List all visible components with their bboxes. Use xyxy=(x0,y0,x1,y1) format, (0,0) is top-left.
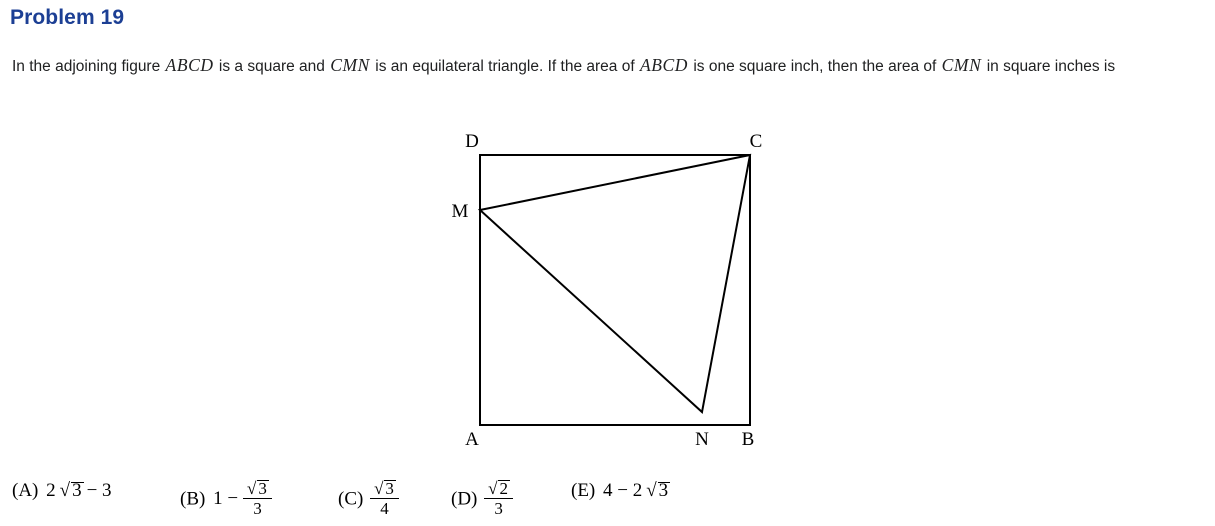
radical-sign-d: √ xyxy=(488,479,498,498)
triangle-cmn xyxy=(480,155,750,412)
statement-text-1: In the adjoining figure xyxy=(12,58,165,75)
label-N: N xyxy=(695,429,709,450)
answer-b-numerator xyxy=(243,479,272,499)
answer-d-denominator: 3 xyxy=(494,499,503,518)
answer-choice-c[interactable] xyxy=(338,480,401,520)
square-abcd xyxy=(480,155,750,425)
answer-a-radicand: 3 xyxy=(72,480,82,501)
sqrt-icon xyxy=(373,479,396,498)
answer-choice-a[interactable] xyxy=(12,480,115,502)
fraction-d xyxy=(484,479,513,519)
statement-math-abcd-2: ABCD xyxy=(639,55,689,75)
answer-choices xyxy=(8,466,1208,522)
answer-letter-d: (D) xyxy=(451,488,478,510)
statement-math-abcd-1: ABCD xyxy=(165,55,214,75)
sqrt-icon xyxy=(246,479,269,498)
answer-letter-b: (B) xyxy=(180,488,206,510)
geometry-figure xyxy=(430,120,790,450)
statement-math-cmn-2: CMN xyxy=(941,55,982,75)
answer-b-lead: 1 − xyxy=(213,488,239,510)
label-D: D xyxy=(465,131,479,152)
radical-sign-c: √ xyxy=(374,479,384,498)
answer-c-radicand: 3 xyxy=(385,479,394,498)
radical-sign-b: √ xyxy=(247,479,257,498)
answer-b-denominator: 3 xyxy=(253,499,262,518)
answer-d-radicand: 2 xyxy=(499,479,508,498)
problem-statement xyxy=(12,52,1172,80)
answer-a-tail: − 3 xyxy=(86,480,112,501)
statement-text-4: is one square inch, then the area of xyxy=(689,58,941,75)
answer-e-radicand: 3 xyxy=(658,480,669,501)
answer-b-radicand: 3 xyxy=(258,479,267,498)
answer-letter-c: (C) xyxy=(338,488,364,510)
label-C: C xyxy=(749,131,763,152)
answer-c-numerator xyxy=(370,479,399,499)
statement-text-5: in square inches is xyxy=(982,58,1116,75)
answer-letter-e: (E) xyxy=(571,480,596,501)
page-title: Problem 19 xyxy=(10,6,125,29)
label-B: B xyxy=(741,429,755,450)
fraction-b xyxy=(243,479,272,519)
sqrt-icon xyxy=(487,479,510,498)
answer-c-denominator: 4 xyxy=(380,499,389,518)
label-A: A xyxy=(465,429,479,450)
sqrt-icon xyxy=(59,480,84,502)
statement-math-cmn-1: CMN xyxy=(330,55,370,75)
label-M: M xyxy=(451,201,469,222)
radical-sign-e: √ xyxy=(646,480,657,501)
answer-choice-b[interactable] xyxy=(180,480,274,520)
fraction-c xyxy=(370,479,399,519)
sqrt-icon xyxy=(645,480,670,502)
answer-d-numerator xyxy=(484,479,513,499)
answer-choice-e[interactable] xyxy=(571,480,670,502)
answer-a-lead: 2 xyxy=(46,480,56,501)
figure-svg xyxy=(430,120,790,450)
statement-text-3: is an equilateral triangle. If the area of xyxy=(370,58,639,75)
radical-sign-a: √ xyxy=(59,480,71,501)
answer-letter-a: (A) xyxy=(12,480,39,501)
answer-e-lead: 4 − 2 xyxy=(603,480,643,501)
answer-choice-d[interactable] xyxy=(451,480,515,520)
statement-text-2: is a square and xyxy=(214,58,330,75)
